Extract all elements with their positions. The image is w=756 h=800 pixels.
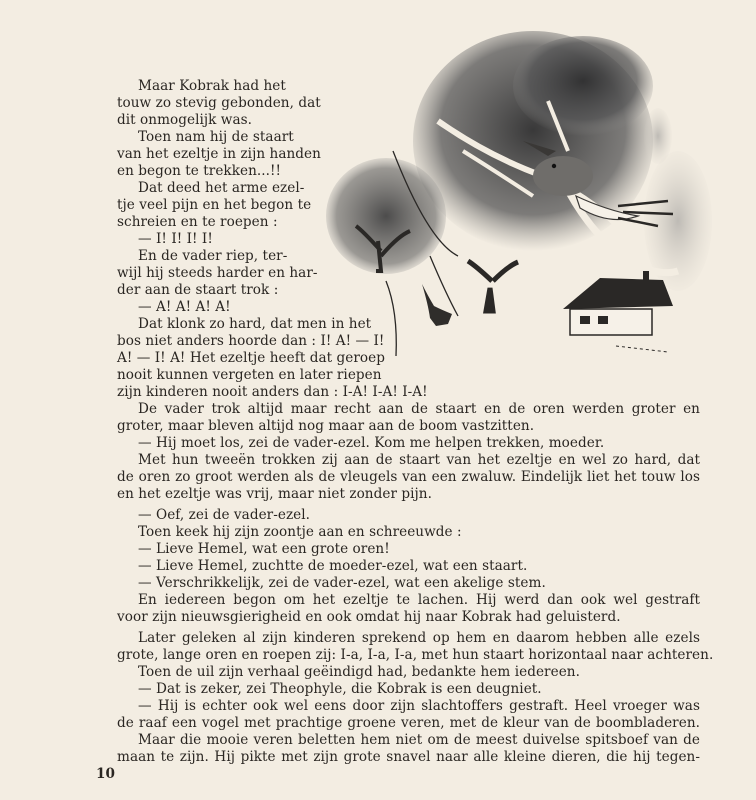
text-line: voor zijn nieuwsgierigheid en ook omdat hij naar Kobrak had geluisterd. <box>117 609 621 625</box>
text-line: touw zo stevig gebonden, dat <box>117 95 321 111</box>
text-line: — I! I! I! I! <box>138 231 213 247</box>
left-tree-foliage <box>326 158 446 274</box>
text-line: en begon te trekken...!! <box>117 163 282 179</box>
text-line: Met hun tweeën trokken zij aan de staart van het ezeltje en wel zo hard, dat <box>138 452 700 468</box>
text-line: schreien en te roepen : <box>117 214 278 230</box>
page-number: 10 <box>96 766 115 782</box>
text-line: — Hij is echter ook wel eens door zijn slachtoffers gestraft. Heel vroeger was <box>138 698 700 714</box>
text-line: Later geleken al zijn kinderen sprekend op hem en daarom hebben alle ezels <box>138 630 700 646</box>
text-line: — Oef, zei de vader-ezel. <box>138 507 311 523</box>
text-line: groter, maar bleven altijd nog maar aan de boom vastzitten. <box>117 418 535 434</box>
text-line: Maar Kobrak had het <box>138 78 286 94</box>
text-line: — Hij moet los, zei de vader-ezel. Kom me helpen trekken, moeder. <box>138 435 605 451</box>
text-line: zijn kinderen nooit anders dan : I-A! I-A! I-A! <box>117 384 428 400</box>
text-line: Dat klonk zo hard, dat men in het <box>138 316 372 332</box>
text-line: maan te zijn. Hij pikte met zijn grote snavel naar alle kleine dieren, die hij tegen- <box>117 749 700 765</box>
text-line: — Dat is zeker, zei Theophyle, die Kobrak is een deugniet. <box>138 681 542 697</box>
text-line: En de vader riep, ter- <box>138 248 288 264</box>
forest-illustration <box>318 26 718 366</box>
text-line: van het ezeltje in zijn handen <box>117 146 321 162</box>
text-line: nooit kunnen vergeten en later riepen <box>117 367 382 383</box>
text-line: wijl hij steeds harder en har- <box>117 265 318 281</box>
fox <box>422 284 452 326</box>
text-line: Toen keek hij zijn zoontje aan en schreeuwde : <box>138 524 462 540</box>
text-line: tje veel pijn en het begon te <box>117 197 312 213</box>
text-line: dit onmogelijk was. <box>117 112 253 128</box>
text-line: — Verschrikkelijk, zei de vader-ezel, wat een akelige stem. <box>138 575 546 591</box>
house <box>563 271 673 335</box>
text-line: der aan de staart trok : <box>117 282 279 298</box>
text-line: — Lieve Hemel, wat een grote oren! <box>138 541 390 557</box>
text-line: Toen nam hij de staart <box>138 129 294 145</box>
text-line: En iedereen begon om het ezeltje te lachen. Hij werd dan ook wel gestraft <box>138 592 700 608</box>
text-line: en het ezeltje was vrij, maar niet zonder pijn. <box>117 486 432 502</box>
text-line: A! — I! A! Het ezeltje heeft dat geroep <box>117 350 385 366</box>
middle-tree-trunk <box>468 261 518 311</box>
text-line: — Lieve Hemel, zuchtte de moeder-ezel, wat een staart. <box>138 558 528 574</box>
text-line: Toen de uil zijn verhaal geëindigd had, bedankte hem iedereen. <box>138 664 580 680</box>
text-line: de raaf een vogel met prachtige groene veren, met de kleur van de boombladeren. <box>117 715 700 731</box>
text-line: — A! A! A! A! <box>138 299 231 315</box>
text-line: de oren zo groot werden als de vleugels van een zwaluw. Eindelijk liet het touw los <box>117 469 700 485</box>
illustration-svg <box>318 26 718 366</box>
text-line: De vader trok altijd maar recht aan de staart en de oren werden groter en <box>138 401 700 417</box>
text-line: grote, lange oren en roepen zij: I-a, I-a, I-a, met hun staart horizontaal naar achteren. <box>117 647 714 663</box>
text-line: bos niet anders hoorde dan : I! A! — I! <box>117 333 385 349</box>
text-line: Maar die mooie veren beletten hem niet om de meest duivelse spitsboef van de <box>138 732 700 748</box>
text-line: Dat deed het arme ezel- <box>138 180 305 196</box>
